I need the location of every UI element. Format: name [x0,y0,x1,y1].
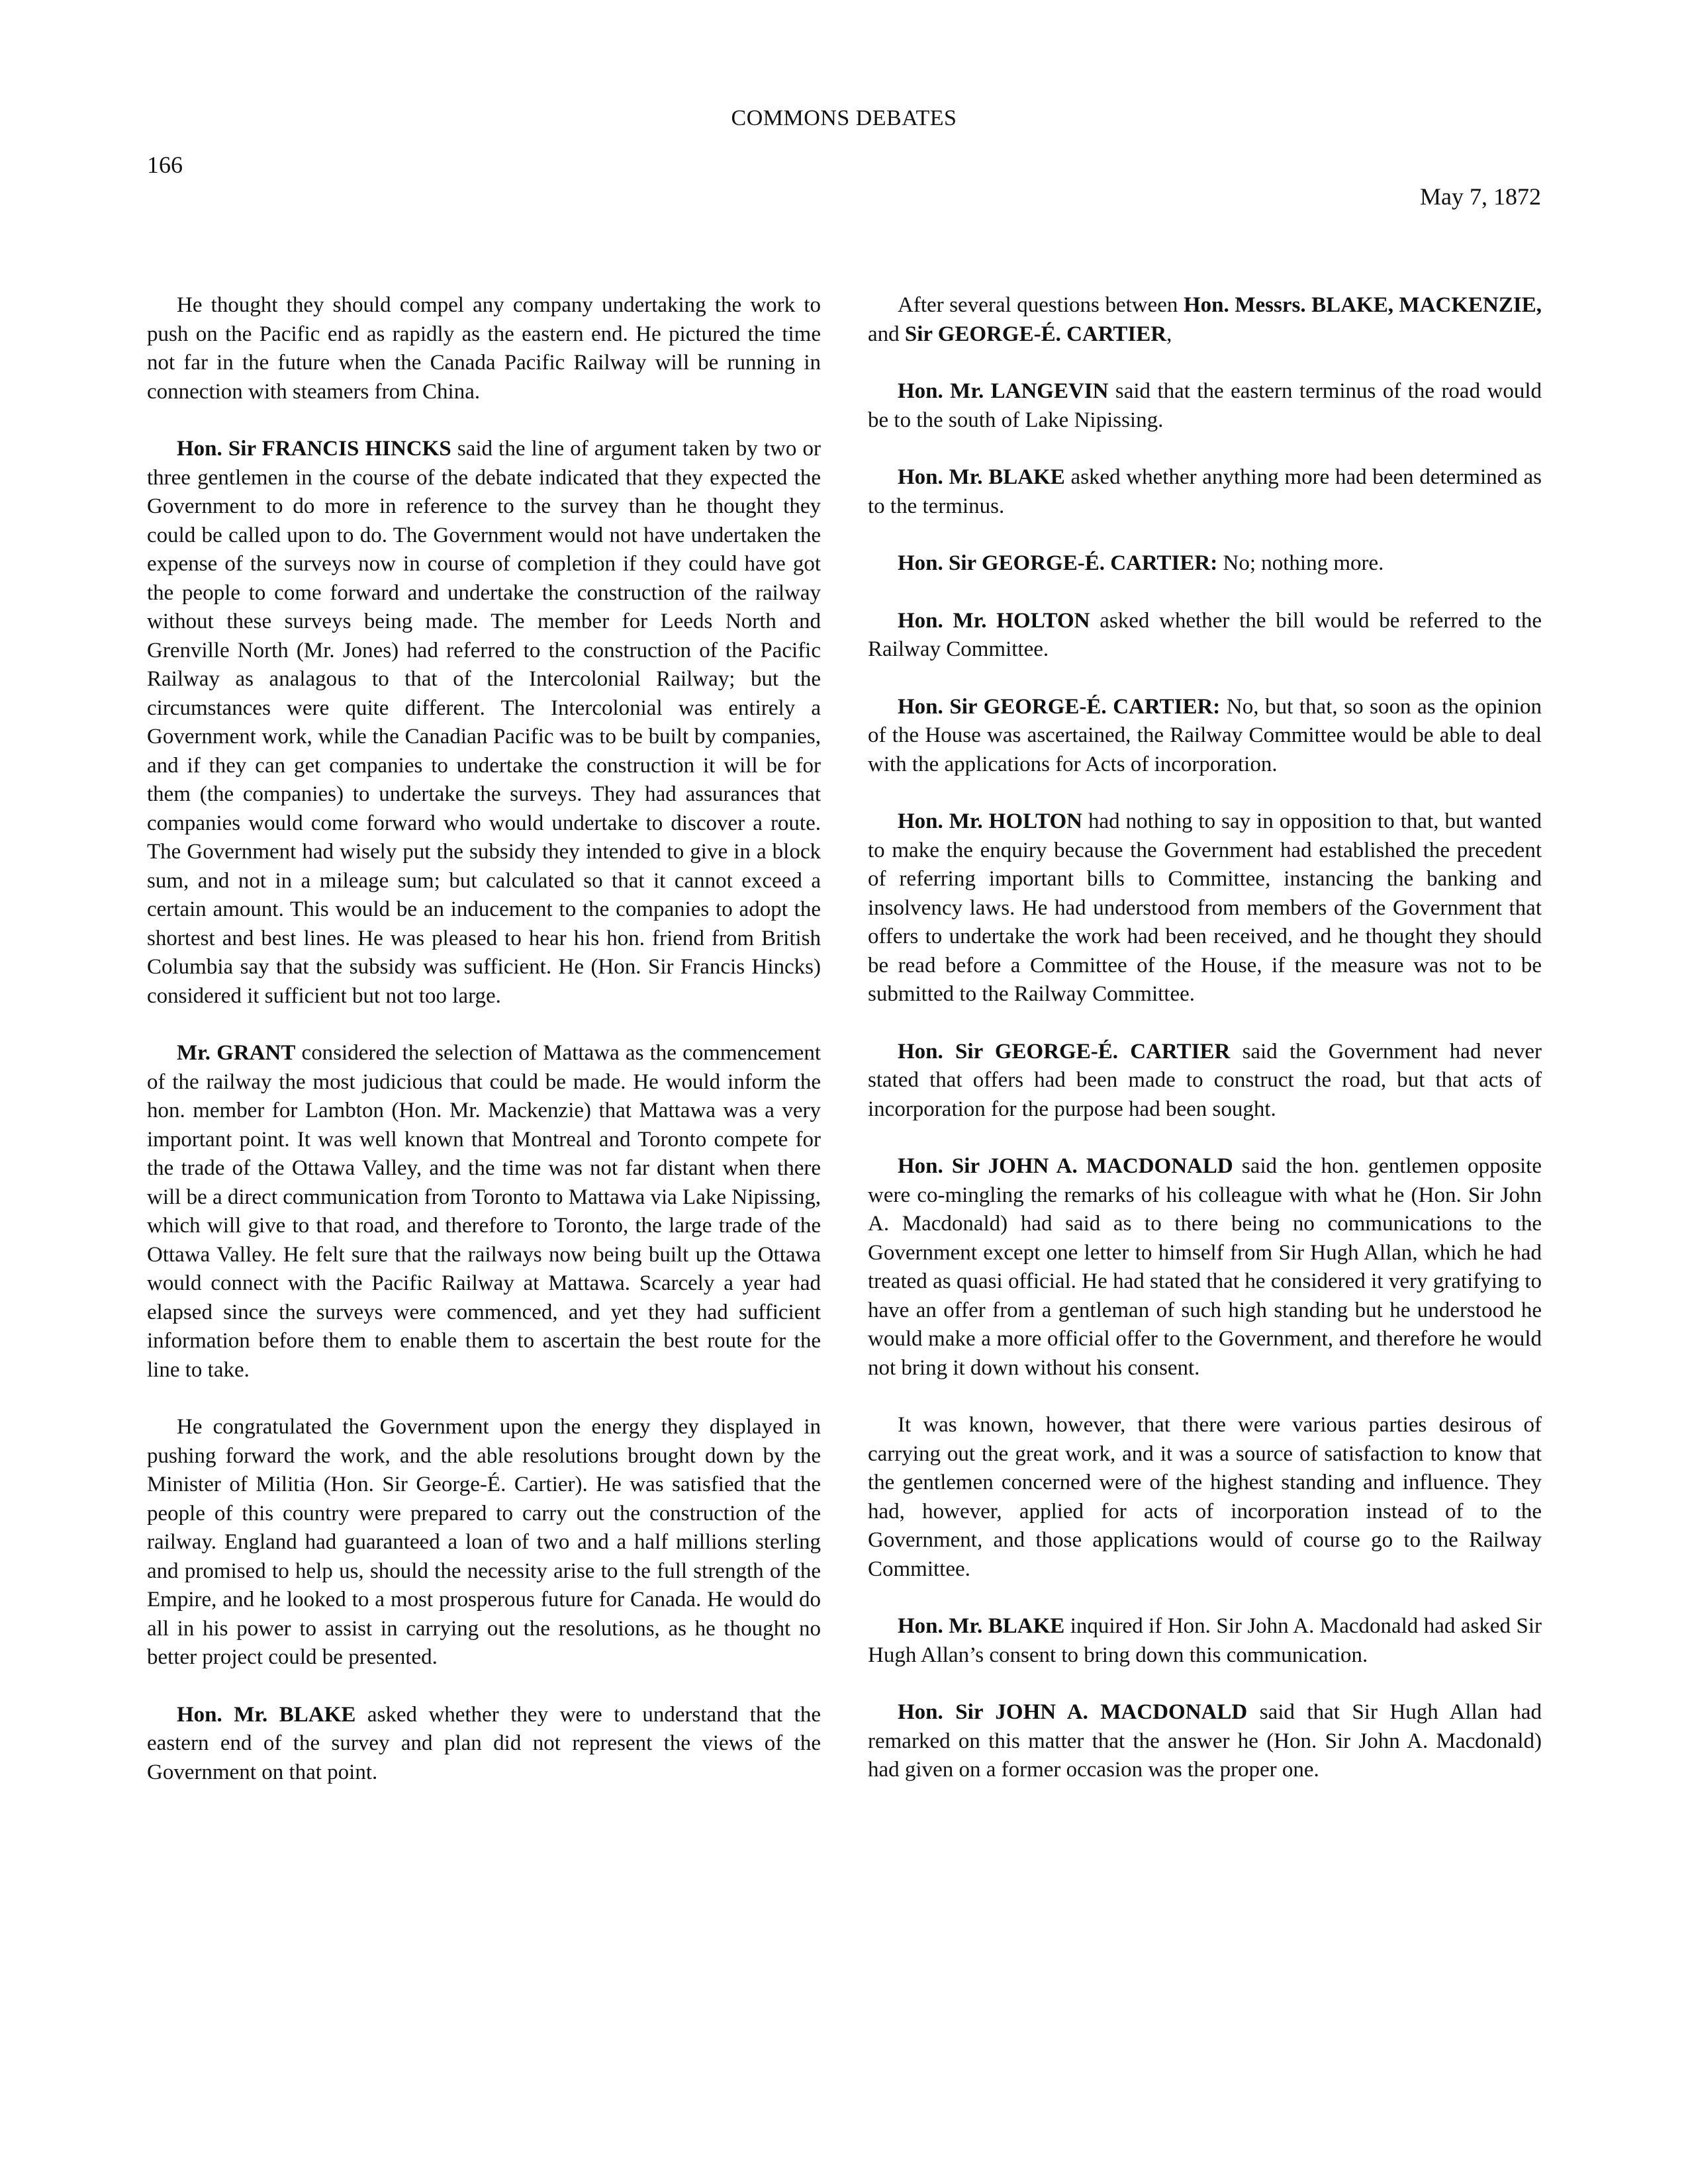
speech-text: said the Government had never stated that offers had been made to construct the road, but that acts of incorporation for the purpose had been sought. [868,1039,1542,1121]
page-number: 166 [147,152,183,178]
speech-text: said that Sir Hugh Allan had remarked on this matter that the answer he (Hon. Sir John A. Macdonald) had given on a former occasion was the proper one. [868,1700,1542,1782]
speech-text: asked whether the bill would be referred to the Railway Committee. [868,608,1542,661]
speaker-name: Hon. Mr. HOLTON [898,809,1083,833]
speaker-name: Hon. Sir GEORGE-É. CARTIER: [898,694,1221,719]
speech-paragraph [868,1612,1542,1670]
speech-paragraph [868,693,1542,780]
speech-paragraph [868,291,1542,349]
left-column [147,291,821,1815]
speech-text: had nothing to say in opposition to that, but wanted to make the enquiry because the Government had established the precedent of referring important bills to Committee, instancing the banking and insolvency laws. He had understood from members of the Government that offers to undertake the work had been received, and he thought they should be read before a Committee of the House, if the measure was not to be submitted to the Railway Committee. [868,809,1542,1006]
speaker-name: Hon. Mr. BLAKE [177,1702,356,1727]
speaker-name: Hon. Sir JOHN A. MACDONALD [898,1700,1248,1724]
speech-text: said that the eastern terminus of the road would be to the south of Lake Nipissing. [868,379,1542,432]
speech-paragraph [147,1701,821,1788]
paragraph [147,1413,821,1672]
speech-paragraph [868,463,1542,521]
speaker-name: Sir GEORGE-É. CARTIER [904,322,1167,346]
speaker-name: Hon. Mr. BLAKE [898,465,1065,489]
speech-paragraph [147,1039,821,1385]
speech-paragraph [868,1038,1542,1124]
speech-text: said the hon. gentlemen opposite were co-mingling the remarks of his colleague with what he (Hon. Sir John A. Macdonald) had said as to there being no communications to the Government except one letter to himself from Sir Hugh Allan, which he had treated as quasi official. He had stated that he considered it very gratifying to have an offer from a gentleman of such high standing but he understood he would make a more official offer to the Government, and therefore he would not bring it down without his consent. [868,1154,1542,1380]
speech-paragraph [868,607,1542,664]
speaker-name: Hon. Mr. LANGEVIN [898,379,1109,403]
speech-paragraph [147,435,821,1011]
speech-paragraph [868,1152,1542,1383]
paragraph-text: It was known, however, that there were various parties desirous of carrying out the great work, and it was a source of satisfaction to know that the gentlemen concerned were of the highest standing and influence. They had, however, applied for acts of incorporation instead of to the Government, and those applications would of course go to the Railway Committee. [868,1413,1542,1581]
speech-text: No, but that, so soon as the opinion of the House was ascertained, the Railway Committee would be able to deal with the applications for Acts of incorporation. [868,694,1542,776]
paragraph [147,291,821,406]
speaker-name: Hon. Mr. BLAKE [898,1614,1065,1638]
speaker-name: Hon. Sir FRANCIS HINCKS [177,437,451,461]
speaker-name: Hon. Sir JOHN A. MACDONALD [898,1154,1233,1178]
paragraph [868,1411,1542,1584]
speaker-name: Hon. Messrs. BLAKE, MACKENZIE, [1184,293,1542,317]
speech-paragraph [868,549,1542,578]
running-title: COMMONS DEBATES [731,106,957,130]
speech-text: considered the selection of Mattawa as the commencement of the railway the most judicious that could be made. He would inform the hon. member for Lambton (Hon. Mr. Mackenzie) that Mattawa was a very important point. It was well known that Montreal and Toronto compete for the trade of the Ottawa Valley, and the time was not far distant when there will be a direct communication from Toronto to Mattawa via Lake Nipissing, which will give to that road, and therefore to Toronto, the large trade of the Ottawa Valley. He felt sure that the railways now being built up the Ottawa would connect with the Pacific Railway at Mattawa. Scarcely a year had elapsed since the surveys were commenced, and yet they had sufficient information before them to enable them to ascertain the best route for the line to take. [147,1041,821,1382]
speaker-name: Hon. Mr. HOLTON [898,608,1090,633]
speaker-name: Hon. Sir GEORGE-É. CARTIER: [898,551,1218,575]
page-date: May 7, 1872 [1420,183,1541,210]
speech-text: asked whether anything more had been determined as to the terminus. [868,465,1542,518]
speech-paragraph [868,1698,1542,1785]
paragraph-text: After several questions between [898,293,1184,317]
paragraph-text: He thought they should compel any company undertaking the work to push on the Pacific end as rapidly as the eastern end. He pictured the time not far in the future when the Canada Pacific Railway will be running in connection with steamers from China. [147,293,821,404]
speech-paragraph [868,377,1542,435]
speech-paragraph [868,807,1542,1009]
speech-text: asked whether they were to understand that the eastern end of the survey and plan did not represent the views of the Government on that point. [147,1702,821,1784]
speech-text: inquired if Hon. Sir John A. Macdonald had asked Sir Hugh Allan’s consent to bring down this communication. [868,1614,1542,1667]
speech-text: No; nothing more. [1217,551,1384,575]
paragraph-text: He congratulated the Government upon the energy they displayed in pushing forward the work, and the able resolutions brought down by the Minister of Militia (Hon. Sir George-É. Cartier). He was satisfied that the people of this country were prepared to carry out the construction of the railway. England had guaranteed a loan of two and a half millions sterling and promised to help us, should the necessity arise to the full strength of the Empire, and he looked to a most prosperous future for Canada. He would do all in his power to assist in carrying out the resolutions, as he thought no better project could be presented. [147,1415,821,1669]
speaker-name: Mr. GRANT [177,1041,296,1065]
right-column [868,291,1542,1813]
speaker-name: Hon. Sir GEORGE-É. CARTIER [898,1039,1231,1064]
paragraph-text: and [868,322,905,346]
paragraph-text: , [1166,322,1172,346]
speech-text: said the line of argument taken by two or three gentlemen in the course of the debate indicated that they expected the Government to do more in reference to the survey than he thought they could be called upon to do. The Government would not have undertaken the expense of the surveys now in course of completion if they could have got the people to come forward and undertake the construction of the railway without these surveys being made. The member for Leeds North and Grenville North (Mr. Jones) had referred to the construction of the Pacific Railway as analagous to that of the Intercolonial Railway; but the circumstances were quite different. The Intercolonial was entirely a Government work, while the Canadian Pacific was to be built by companies, and if they can get companies to undertake the construction it will be for them (the companies) to undertake the surveys. They had assurances that companies would come forward who would undertake to discover a route. The Government had wisely put the subsidy they intended to give in a block sum, and not in a mileage sum; but calculated so that it cannot exceed a certain amount. This would be an inducement to the companies to adopt the shortest and best lines. He was pleased to hear his hon. friend from British Columbia say that the subsidy was sufficient. He (Hon. Sir Francis Hincks) considered it sufficient but not too large. [147,437,821,1008]
